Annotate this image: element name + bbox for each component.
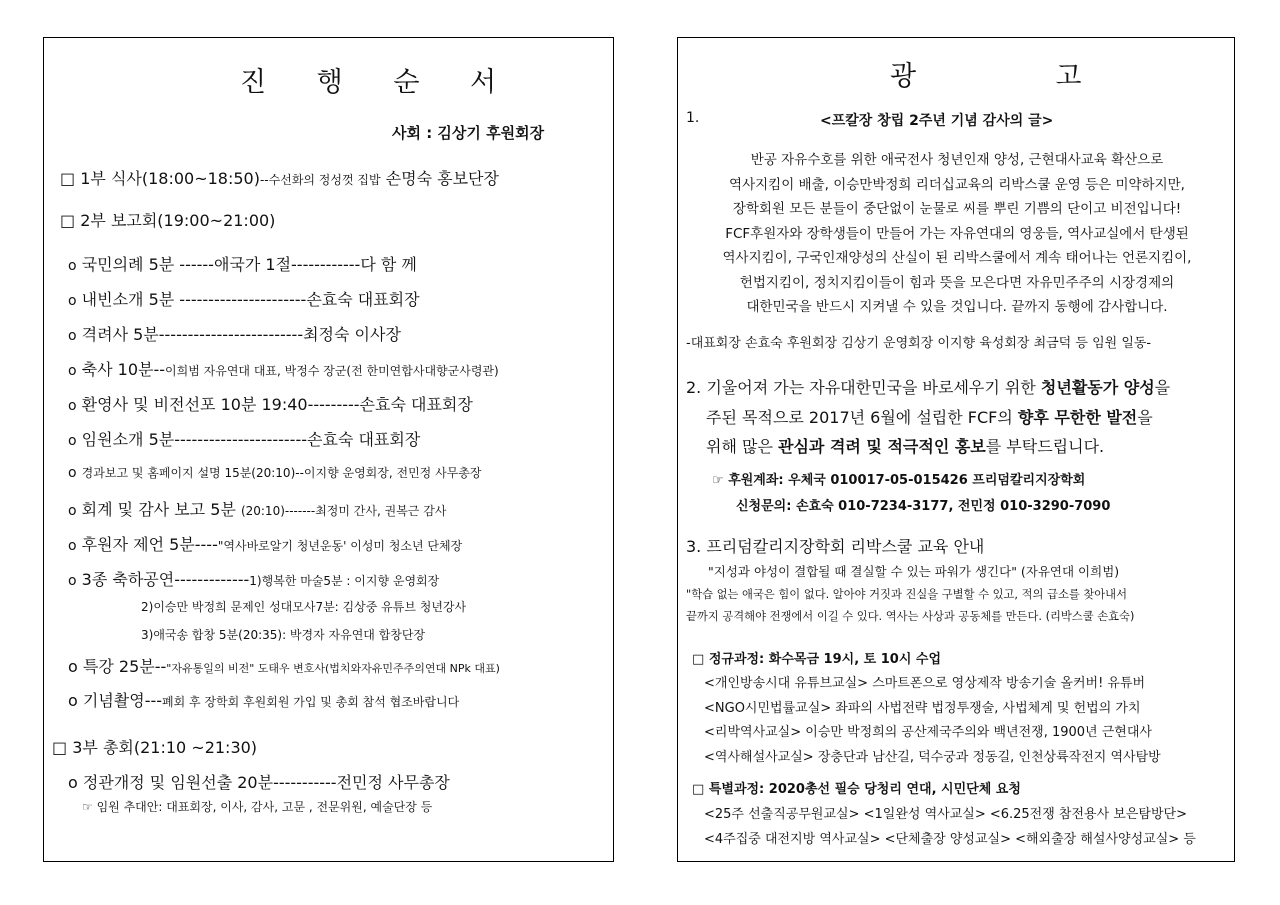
nominee-line bbox=[82, 798, 432, 815]
general-main: 정관개정 및 임원선출 20분-----------전민정 사무총장 bbox=[82, 773, 450, 792]
lecture-detail: "자유통일의 비전" 도태우 변호사(법치와자유민주주의연대 NPk 대표) bbox=[166, 662, 500, 675]
section2-line3 bbox=[706, 434, 1104, 457]
text: 를 부탁드립니다. bbox=[985, 437, 1105, 456]
section1-line: 대한민국을 반드시 지켜낼 수 있을 것입니다. 끝까지 동행에 감사합니다. bbox=[746, 299, 1168, 315]
program-item bbox=[68, 462, 481, 481]
program-item bbox=[68, 287, 420, 310]
item-main: 국민의례 5분 ------애국가 1절------------다 함 께 bbox=[81, 255, 417, 274]
program-order-panel bbox=[43, 37, 614, 862]
section1-line: FCF후원자와 장학생들이 만들어 가는 자유연대의 영웅들, 역사교실에서 탄생된 bbox=[725, 225, 1189, 242]
program-item bbox=[68, 427, 420, 450]
regular-course-item: <역사해설사교실> 장충단과 남산길, 덕수궁과 정동길, 인천상륙작전지 역사탐방 bbox=[704, 749, 1161, 765]
program-item bbox=[68, 567, 439, 590]
item-main: 환영사 및 비전선포 10분 19:40---------손효숙 대표회장 bbox=[81, 395, 473, 414]
checkbox-icon: □ bbox=[692, 652, 705, 667]
item-main: 내빈소개 5분 ----------------------손효숙 대표회장 bbox=[81, 290, 420, 309]
bullet: o bbox=[68, 573, 77, 589]
quote-1: "지성과 야성이 결합될 때 결실할 수 있는 파워가 생긴다" (자유연대 이희범) bbox=[708, 564, 1120, 579]
program-title: 진 행 순 서 bbox=[240, 67, 518, 98]
regular-course-title bbox=[692, 648, 941, 667]
program-item bbox=[68, 322, 401, 345]
quote-2b: 끝까지 공격해야 전쟁에서 이길 수 있다. 역사는 사상과 공동체를 만든다. (리박스쿨 손효숙) bbox=[686, 610, 1135, 623]
photo-line bbox=[68, 688, 459, 711]
contact-line: 신청문의: 손효숙 010-7234-3177, 전민정 010-3290-7090 bbox=[736, 499, 1111, 514]
item-detail: 경과보고 및 홈페이지 설명 15분(20:10)--이지향 운영회장, 전민정 사무총장 bbox=[81, 466, 482, 480]
pointing-hand-icon: ☞ bbox=[82, 800, 93, 814]
section1-line: 헌법지킴이, 정치지킴이들이 힘과 뜻을 모은다면 자유민주주의 시장경제의 bbox=[739, 274, 1175, 291]
text: 을 bbox=[1154, 378, 1171, 397]
section3-heading: 3. 프리덤칼리지장학회 리박스쿨 교육 안내 bbox=[686, 537, 985, 556]
bullet: o bbox=[68, 433, 77, 449]
general-meeting-line bbox=[68, 770, 450, 793]
regular-course-item: <개인방송시대 유튜브교실> 스마트폰으로 영상제작 방송기술 올커버! 유튜버 bbox=[704, 676, 1146, 691]
host-line: 사회 : 김상기 후원회장 bbox=[392, 124, 545, 142]
text: 을 bbox=[1137, 408, 1153, 427]
special-course-title bbox=[692, 778, 1021, 797]
section1-signature: -대표회장 손효숙 후원회장 김상기 운영회장 이지향 육성회장 최금덕 등 임원 일동- bbox=[686, 336, 1152, 351]
bullet: o bbox=[68, 465, 77, 481]
nominee-text: 임원 추대안: 대표회장, 이사, 감사, 고문 , 전문위원, 예술단장 등 bbox=[96, 800, 433, 814]
part2-label: 2부 보고회(19:00~21:00) bbox=[80, 211, 276, 230]
item-main: 격려사 5분-------------------------최정숙 이사장 bbox=[81, 325, 401, 344]
emphasis: 청년활동가 양성 bbox=[1040, 378, 1155, 397]
emphasis: 관심과 격려 및 적극적인 홍보 bbox=[778, 437, 986, 456]
item-detail: 1)행복한 마술5분 : 이지향 운영회장 bbox=[249, 574, 440, 588]
bullet: o bbox=[68, 773, 78, 792]
pointing-hand-icon: ☞ bbox=[712, 473, 724, 488]
checkbox-icon: □ bbox=[692, 782, 705, 797]
part1-label: 1부 식사(18:00~18:50) bbox=[80, 169, 260, 188]
item-main: 축사 10분-- bbox=[81, 360, 166, 379]
performance-sub-item: 3)애국송 합창 5분(20:35): 박경자 자유연대 합창단장 bbox=[141, 628, 426, 642]
regular-course-item: <리박역사교실> 이승만 박정희의 공산제국주의와 백년전쟁, 1900년 근현대사 bbox=[704, 725, 1152, 740]
photo-detail: 폐회 후 장학회 후원회원 가입 및 총회 참석 협조바랍니다 bbox=[162, 695, 460, 709]
bullet: o bbox=[68, 293, 77, 309]
bullet: o bbox=[68, 328, 77, 344]
section1-line: 장학회원 모든 분들이 중단없이 눈물로 씨를 뿌린 기쁨의 단이고 비전입니다! bbox=[732, 201, 1182, 217]
item-detail: (20:10)-------최정미 간사, 권복근 감사 bbox=[240, 504, 447, 518]
part2-line bbox=[60, 208, 275, 231]
item-main: 3종 축하공연------------- bbox=[81, 570, 250, 589]
special-title-text: 특별과정: 2020총선 필승 당청리 연대, 시민단체 요청 bbox=[708, 782, 1021, 797]
program-item bbox=[68, 357, 499, 380]
photo-main: 기념촬영--- bbox=[82, 691, 163, 710]
section2-line2 bbox=[706, 405, 1153, 428]
section1-heading: <프칼장 창립 2주년 기념 감사의 글> bbox=[820, 113, 1054, 129]
item-main: 회계 및 감사 보고 5분 bbox=[81, 500, 241, 519]
bullet: o bbox=[68, 657, 78, 676]
lecture-main: 특강 25분-- bbox=[82, 657, 167, 676]
program-item bbox=[68, 252, 417, 275]
bullet: o bbox=[68, 538, 77, 554]
checkbox-icon: □ bbox=[52, 738, 68, 757]
item-detail: "역사바로알기 청년운동' 이성미 청소년 단체장 bbox=[217, 539, 463, 553]
account-text: 후원계좌: 우체국 010017-05-015426 프리덤칼리지장학회 bbox=[728, 473, 1086, 488]
lecture-line bbox=[68, 654, 500, 677]
part1-person: 손명숙 홍보단장 bbox=[380, 169, 499, 188]
section1-number: 1. bbox=[686, 110, 700, 126]
advertisement-panel bbox=[677, 37, 1235, 862]
section1-line: 역사지킴이 배출, 이승만박정희 리더십교육의 리박스쿨 운영 등은 미약하지만, bbox=[729, 176, 1185, 193]
text: 위해 많은 bbox=[706, 437, 778, 456]
bullet: o bbox=[68, 691, 78, 710]
performance-sub-item: 2)이승만 박정희 문제인 성대모사7분: 김상중 유튜브 청년강사 bbox=[141, 600, 467, 614]
part3-line bbox=[52, 735, 257, 758]
section1-line: 반공 자유수호를 위한 애국전사 청년인재 양성, 근현대사교육 확산으로 bbox=[750, 152, 1164, 168]
item-main: 후원자 제언 5분---- bbox=[81, 535, 218, 554]
part1-line bbox=[60, 166, 499, 189]
item-main: 임원소개 5분-----------------------손효숙 대표회장 bbox=[81, 430, 421, 449]
text: 주된 목적으로 2017년 6월에 설립한 FCF의 bbox=[706, 408, 1018, 427]
ad-title: 광 고 bbox=[890, 61, 1103, 92]
special-course-item: <25주 선출직공무원교실> <1일완성 역사교실> <6.25전쟁 참전용사 보은탐방단> bbox=[704, 807, 1187, 822]
regular-title-text: 정규과정: 화수목금 19시, 토 10시 수업 bbox=[708, 652, 942, 667]
bullet: o bbox=[68, 503, 77, 519]
quote-2a: "학습 없는 애국은 힘이 없다. 알아야 거짓과 진실을 구별할 수 있고, 적의 급소를 찾아내서 bbox=[686, 588, 1128, 601]
bullet: o bbox=[68, 258, 77, 274]
emphasis: 향후 무한한 발전 bbox=[1017, 408, 1138, 427]
part1-detail: --수선화의 정성껏 집밥 bbox=[259, 173, 381, 187]
program-item bbox=[68, 532, 462, 555]
item-detail: 이희범 자유연대 대표, 박정수 장군(전 한미연합사대향군사령관) bbox=[165, 364, 499, 378]
text: 2. 기울어져 가는 자유대한민국을 바로세우기 위한 bbox=[686, 378, 1041, 397]
bullet: o bbox=[68, 398, 77, 414]
section2-line1 bbox=[686, 375, 1170, 398]
account-line bbox=[712, 469, 1085, 488]
bullet: o bbox=[68, 363, 77, 379]
program-item bbox=[68, 497, 446, 520]
special-course-item: <4주집중 대전지방 역사교실> <단체출장 양성교실> <해외출장 해설사양성교실> 등 bbox=[704, 832, 1196, 847]
checkbox-icon: □ bbox=[60, 169, 76, 188]
regular-course-item: <NGO시민법률교실> 좌파의 사법전략 법정투쟁술, 사법체계 및 헌법의 가치 bbox=[704, 700, 1141, 716]
checkbox-icon: □ bbox=[60, 211, 76, 230]
part3-label: 3부 총회(21:10 ~21:30) bbox=[72, 738, 258, 757]
program-item bbox=[68, 392, 473, 415]
section1-line: 역사지킴이, 구국인재양성의 산실이 된 리박스쿨에서 계속 태어나는 언론지킴이, bbox=[722, 250, 1192, 266]
